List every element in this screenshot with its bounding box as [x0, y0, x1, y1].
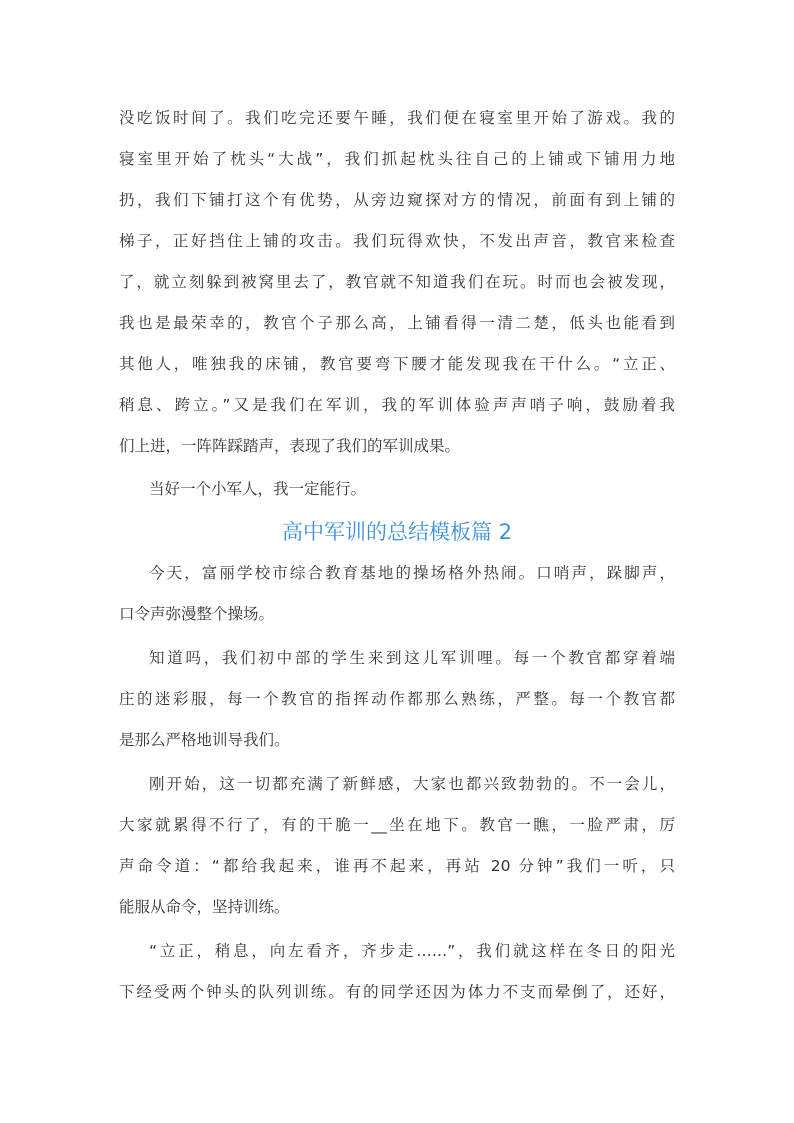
body-text-line: 声命令道：“都给我起来，谁再不起来，再站 20 分钟”我们一听，只: [119, 857, 675, 875]
body-text-line: 庄的迷彩服，每一个教官的指挥动作都那么熟练，严整。每一个教官都: [119, 690, 675, 708]
body-text-line: 扔，我们下铺打这个有优势，从旁边窥探对方的情况，前面有到上铺的: [119, 191, 675, 209]
body-text-line: 其他人，唯独我的床铺，教官要弯下腰才能发现我在干什么。“立正、: [119, 355, 675, 373]
body-text-line: 大家就累得不行了，有的干脆一__坐在地下。教官一瞧，一脸严肃，厉: [119, 816, 675, 834]
body-text-line: 了，就立刻躲到被窝里去了，教官就不知道我们在玩。时而也会被发现，: [119, 273, 675, 291]
body-text-line: 当好一个小军人，我一定能行。: [149, 480, 367, 498]
body-text-line: 没吃饭时间了。我们吃完还要午睡，我们便在寝室里开始了游戏。我的: [119, 109, 675, 127]
body-text-line: 能服从命令，坚持训练。: [119, 898, 290, 916]
body-text-line: 是那么严格地训导我们。: [119, 731, 290, 749]
body-text-line: 刚开始，这一切都充满了新鲜感，大家也都兴致勃勃的。不一会儿，: [149, 775, 675, 793]
body-text-line: 寝室里开始了枕头“大战”，我们抓起枕头往自己的上铺或下铺用力地: [119, 150, 675, 168]
section-heading: 高中军训的总结模板篇 2: [281, 520, 513, 544]
body-text-line: 梯子，正好挡住上铺的攻击。我们玩得欢快，不发出声音，教官来检查: [119, 232, 675, 250]
body-text-line: 今天，富丽学校市综合教育基地的操场格外热闹。口哨声，跺脚声，: [149, 564, 675, 582]
body-text-line: “立正，稍息，向左看齐，齐步走……”，我们就这样在冬日的阳光: [149, 942, 675, 960]
body-text-line: 稍息、跨立。”又是我们在军训，我的军训体验声声哨子响，鼓励着我: [119, 396, 675, 414]
body-text-line: 们上进，一阵阵踩踏声，表现了我们的军训成果。: [119, 437, 461, 455]
body-text-line: 口令声弥漫整个操场。: [119, 605, 275, 623]
body-text-line: 下经受两个钟头的队列训练。有的同学还因为体力不支而晕倒了，还好，: [119, 983, 675, 1001]
body-text-line: 我也是最荣幸的，教官个子那么高，上铺看得一清二楚，低头也能看到: [119, 314, 675, 332]
body-text-line: 知道吗，我们初中部的学生来到这儿军训哩。每一个教官都穿着端: [149, 649, 675, 667]
